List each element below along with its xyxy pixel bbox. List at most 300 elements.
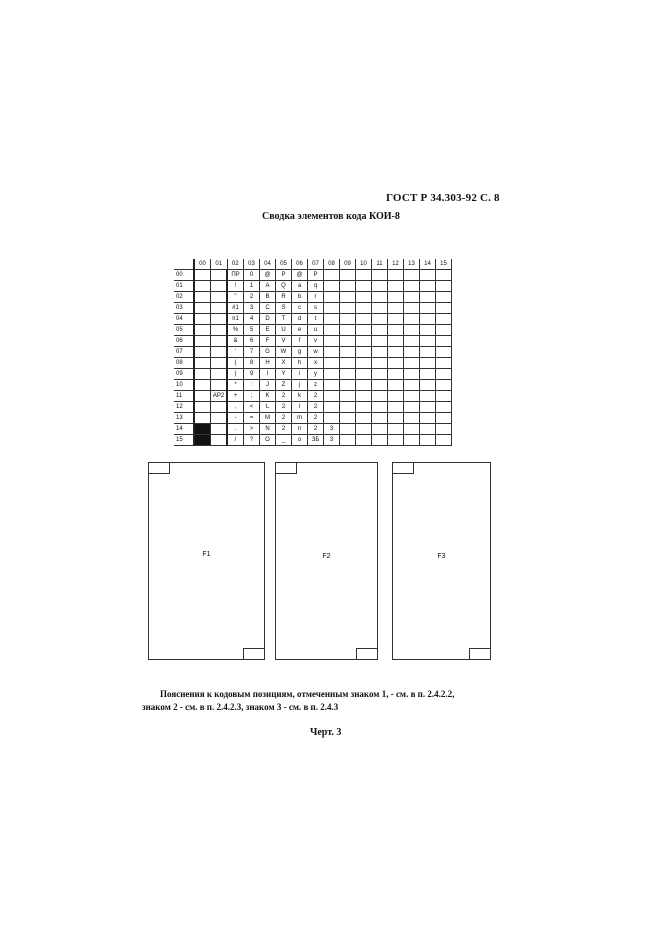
code-cell [372,281,388,292]
code-cell: 4 [244,314,260,325]
code-cell: Q [276,281,292,292]
code-cell [356,369,372,380]
code-cell [211,380,228,391]
code-cell: h [292,358,308,369]
page-f3 [392,462,491,660]
corner-mark-top-left-line [276,473,286,474]
code-cell [211,358,228,369]
code-cell: C [260,303,276,314]
page-label: F1 [202,551,211,558]
code-cell [194,402,211,413]
code-cell [436,281,452,292]
code-cell [436,369,452,380]
code-cell [436,402,452,413]
code-cell [211,292,228,303]
code-cell [436,380,452,391]
code-cell [324,336,340,347]
code-cell [372,325,388,336]
code-cell: O [260,435,276,446]
code-cell: H [260,358,276,369]
code-cell: @ [260,270,276,281]
code-cell: - [227,413,244,424]
code-cell [436,314,452,325]
corner-mark-top-left [159,463,170,474]
corner-mark-bottom-right [469,648,480,659]
row-header: 13 [174,413,194,424]
code-cell: 2 [276,424,292,435]
code-cell [356,435,372,446]
code-cell [420,292,436,303]
page-f1 [148,462,265,660]
table-row [174,402,452,413]
code-cell [324,413,340,424]
code-cell [356,424,372,435]
code-cell: T [276,314,292,325]
code-cell [404,281,420,292]
page-f2 [275,462,378,660]
code-cell [340,424,356,435]
code-cell [211,314,228,325]
column-header: 15 [436,259,452,270]
code-cell [388,402,404,413]
code-cell: % [227,325,244,336]
code-cell: ЗБ [308,435,324,446]
code-cell: a [292,281,308,292]
note-line-1: Пояснения к кодовым позициям, отмеченным знаком 1, - см. в п. 2.4.2.2, [160,689,455,699]
column-header: 12 [388,259,404,270]
explanation-note [142,688,502,714]
column-header: 05 [276,259,292,270]
table-row [174,380,452,391]
code-cell [356,336,372,347]
code-cell: B [260,292,276,303]
code-cell [211,336,228,347]
code-cell [436,347,452,358]
row-header: 15 [174,435,194,446]
code-cell [340,347,356,358]
code-cell [194,358,211,369]
code-cell [356,292,372,303]
column-header: 04 [260,259,276,270]
code-cell [340,303,356,314]
code-cell [388,336,404,347]
table-row [174,424,452,435]
code-cell [436,292,452,303]
code-cell [211,270,228,281]
code-cell: f [292,336,308,347]
code-cell [211,435,228,446]
row-header: 07 [174,347,194,358]
code-cell: > [244,424,260,435]
code-cell: w [308,347,324,358]
code-cell [420,380,436,391]
code-cell [340,358,356,369]
corner-mark-top-left-line [149,473,159,474]
code-cell: " [227,292,244,303]
code-table [174,259,452,446]
table-row [174,314,452,325]
code-cell: 2 [308,413,324,424]
code-cell [420,336,436,347]
code-cell [324,369,340,380]
code-cell: q [308,281,324,292]
code-cell [194,314,211,325]
code-cell: ; [244,391,260,402]
column-header: 11 [372,259,388,270]
code-cell: * [227,380,244,391]
code-cell [372,369,388,380]
code-cell [340,281,356,292]
row-header: 11 [174,391,194,402]
code-cell [404,413,420,424]
code-cell [356,402,372,413]
code-cell: 8 [244,358,260,369]
code-cell [211,325,228,336]
code-cell [211,413,228,424]
code-cell: P [276,270,292,281]
code-cell [436,336,452,347]
row-header: 14 [174,424,194,435]
code-cell: + [227,391,244,402]
code-cell: r [308,292,324,303]
column-header: 14 [420,259,436,270]
code-cell [404,303,420,314]
corner-mark-top-left [403,463,414,474]
code-cell [436,391,452,402]
corner-mark-bottom-right-line [254,648,264,649]
code-cell [420,281,436,292]
code-cell [388,391,404,402]
code-cell [420,413,436,424]
code-cell [372,303,388,314]
code-cell: t [308,314,324,325]
row-header: 10 [174,380,194,391]
row-header: 12 [174,402,194,413]
code-cell [420,358,436,369]
code-cell: 3 [244,303,260,314]
code-cell: l [292,402,308,413]
code-cell: W [276,347,292,358]
code-cell: i [292,369,308,380]
code-cell [324,281,340,292]
code-cell: E [260,325,276,336]
code-cell: j [292,380,308,391]
code-cell [404,380,420,391]
column-header: 03 [244,259,260,270]
code-cell [404,424,420,435]
code-cell [420,435,436,446]
corner-mark-top-left-line [393,473,403,474]
code-cell: R [276,292,292,303]
code-cell: S [276,303,292,314]
table-title: Сводка элементов кода КОИ-8 [262,211,400,222]
code-cell [194,292,211,303]
code-cell: X [276,358,292,369]
code-cell [194,281,211,292]
table-row [174,303,452,314]
code-cell: n [292,424,308,435]
code-cell [194,303,211,314]
table-row [174,281,452,292]
code-cell: @ [292,270,308,281]
column-header: 10 [356,259,372,270]
code-cell: 7 [244,347,260,358]
code-cell [211,402,228,413]
code-cell: : [244,380,260,391]
code-cell: 2 [308,391,324,402]
code-cell [194,435,211,446]
code-cell [436,270,452,281]
code-cell [324,402,340,413]
code-cell [211,424,228,435]
code-cell: 6 [244,336,260,347]
corner-mark-bottom-right-line [367,648,377,649]
code-cell [436,435,452,446]
code-cell [324,391,340,402]
code-cell [404,391,420,402]
code-cell: P [308,270,324,281]
figure-label: Черт. 3 [310,727,342,738]
code-cell: Y [276,369,292,380]
row-header: 03 [174,303,194,314]
code-cell [324,358,340,369]
row-header: 08 [174,358,194,369]
code-cell: z [308,380,324,391]
code-cell: #1 [227,303,244,314]
corner-mark-bottom-right [243,648,254,659]
code-cell [194,347,211,358]
code-cell [372,270,388,281]
code-cell: v [308,336,324,347]
code-cell [404,325,420,336]
code-cell: y [308,369,324,380]
code-cell [194,325,211,336]
code-cell: 5 [244,325,260,336]
code-cell [420,391,436,402]
code-cell [356,325,372,336]
code-cell [388,281,404,292]
code-cell: 2 [276,391,292,402]
code-cell: s [308,303,324,314]
column-header: 00 [194,259,211,270]
code-cell [420,402,436,413]
table-row [174,358,452,369]
note-line-2: знаком 2 - см. в п. 2.4.2.3, знаком 3 - см. в п. 2.4.3 [142,702,339,712]
column-header: 13 [404,259,420,270]
code-cell [340,336,356,347]
code-cell: 2 [308,402,324,413]
column-header: 08 [324,259,340,270]
code-cell: G [260,347,276,358]
code-cell [372,336,388,347]
code-cell [388,380,404,391]
code-cell: < [244,402,260,413]
code-cell: 2 [276,402,292,413]
code-cell [211,281,228,292]
code-cell [404,292,420,303]
code-cell [194,391,211,402]
code-cell [356,358,372,369]
column-header: 02 [227,259,244,270]
code-cell [404,369,420,380]
code-cell: M [260,413,276,424]
page-label: F3 [437,553,446,560]
code-cell [194,369,211,380]
code-cell: K [260,391,276,402]
code-cell: U [276,325,292,336]
code-cell: , [227,402,244,413]
code-cell: _ [276,435,292,446]
code-cell: V [276,336,292,347]
corner-mark-bottom-right [356,648,367,659]
code-cell: 3 [324,424,340,435]
code-cell [372,314,388,325]
code-cell [388,325,404,336]
code-cell [211,347,228,358]
code-cell [420,325,436,336]
code-cell [372,292,388,303]
code-cell: 2 [308,424,324,435]
code-cell [324,347,340,358]
code-cell [372,380,388,391]
table-row [174,336,452,347]
code-cell [420,424,436,435]
row-header: 06 [174,336,194,347]
table-row [174,435,452,446]
table-row [174,347,452,358]
code-cell [420,347,436,358]
code-cell [194,336,211,347]
code-cell [324,314,340,325]
code-cell: ПР [227,270,244,281]
code-cell: e [292,325,308,336]
code-cell [324,270,340,281]
code-cell [404,314,420,325]
code-cell: k [292,391,308,402]
code-cell [340,325,356,336]
code-cell [436,358,452,369]
code-cell: A [260,281,276,292]
row-header: 04 [174,314,194,325]
code-cell [211,369,228,380]
corner-mark-top-left [286,463,297,474]
code-cell [194,380,211,391]
column-header-row [174,259,452,270]
code-cell [372,413,388,424]
code-cell [356,270,372,281]
code-cell [194,424,211,435]
code-cell [420,270,436,281]
code-cell [388,369,404,380]
code-cell: ! [227,281,244,292]
row-header: 02 [174,292,194,303]
code-cell [404,336,420,347]
row-header: 05 [174,325,194,336]
code-cell [388,424,404,435]
code-cell: & [227,336,244,347]
code-cell: g [292,347,308,358]
code-cell: 2 [276,413,292,424]
code-cell: L [260,402,276,413]
code-cell [356,391,372,402]
code-cell: d [292,314,308,325]
code-cell: D [260,314,276,325]
code-cell: F [260,336,276,347]
code-cell [356,380,372,391]
code-cell [324,303,340,314]
table-row [174,270,452,281]
code-cell [388,270,404,281]
code-cell [420,303,436,314]
code-cell: x [308,358,324,369]
code-cell: I [260,369,276,380]
corner-mark-bottom-right-line [480,648,490,649]
code-cell [372,347,388,358]
code-cell [388,303,404,314]
code-cell [388,292,404,303]
code-cell: 3 [324,435,340,446]
code-cell: N [260,424,276,435]
code-cell: 0 [244,270,260,281]
code-cell: = [244,413,260,424]
table-row [174,369,452,380]
code-cell: ' [227,347,244,358]
code-cell: m [292,413,308,424]
document-header: ГОСТ Р 34.303-92 С. 8 [386,192,500,204]
code-cell [340,314,356,325]
code-cell: J [260,380,276,391]
code-cell [404,347,420,358]
code-cell [324,292,340,303]
row-header: 01 [174,281,194,292]
code-cell [356,281,372,292]
code-cell: 9 [244,369,260,380]
code-cell: ¤1 [227,314,244,325]
table-row [174,391,452,402]
code-cell [372,358,388,369]
code-cell [372,402,388,413]
code-cell [356,314,372,325]
code-cell [388,413,404,424]
code-cell [340,369,356,380]
code-cell [388,435,404,446]
code-cell [356,303,372,314]
column-header: 06 [292,259,308,270]
code-cell [404,270,420,281]
table-row [174,413,452,424]
code-cell [340,413,356,424]
code-cell [372,391,388,402]
code-cell [340,292,356,303]
code-cell [436,424,452,435]
table-row [174,325,452,336]
code-cell: b [292,292,308,303]
code-cell [324,325,340,336]
code-cell [436,325,452,336]
code-cell [356,347,372,358]
code-cell: ( [227,358,244,369]
code-cell [420,369,436,380]
code-cell [436,303,452,314]
code-cell [340,391,356,402]
code-cell: АР2 [211,391,228,402]
page-label: F2 [322,553,331,560]
code-cell [340,435,356,446]
column-header: 07 [308,259,324,270]
code-cell [404,435,420,446]
code-cell: ? [244,435,260,446]
code-cell [388,358,404,369]
